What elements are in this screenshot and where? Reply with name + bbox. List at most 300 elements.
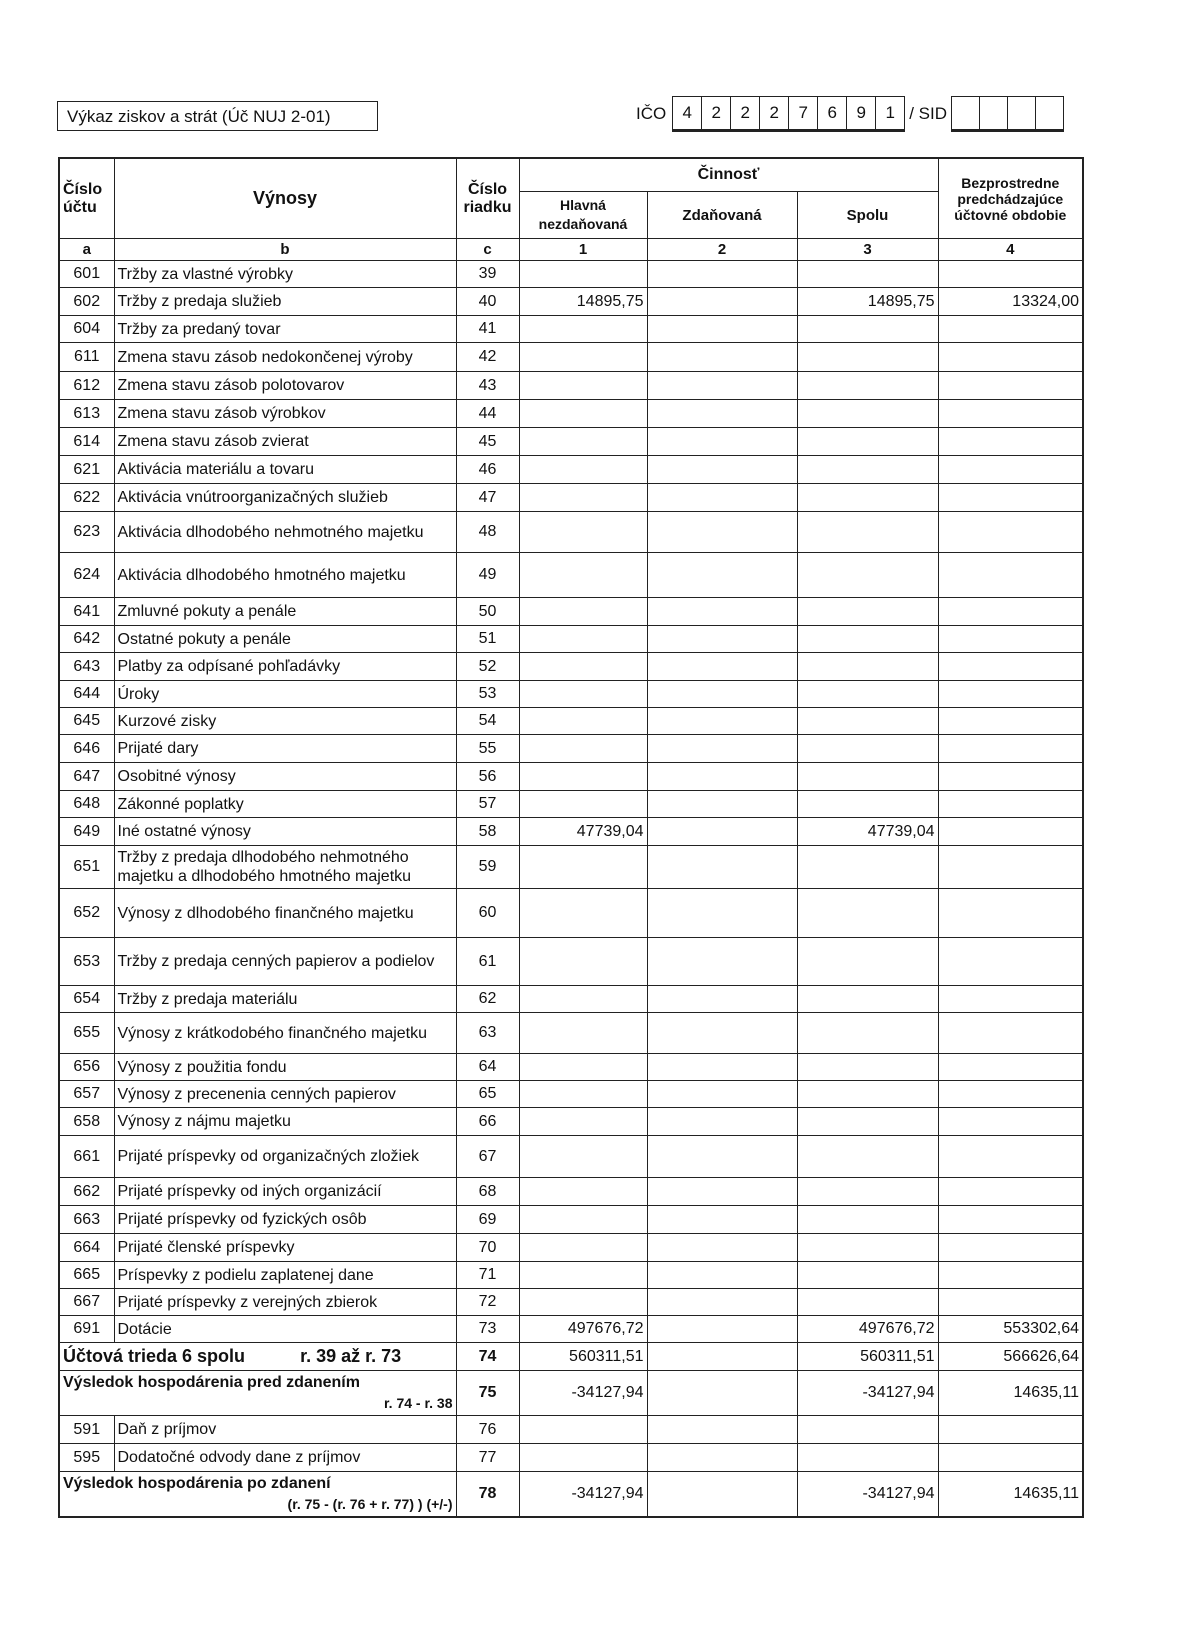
value-cell-v1 — [519, 428, 647, 456]
table-row — [59, 428, 1083, 456]
value-cell-v1: 560311,51 — [519, 1343, 647, 1371]
sid-digit-boxes — [951, 96, 1064, 132]
value-cell-v1 — [519, 1054, 647, 1081]
line-number: 45 — [456, 428, 519, 456]
item-name: Tržby z predaja dlhodobého nehmotného majetku a dlhodobého hmotného majetku — [114, 846, 456, 889]
value-cell-v2 — [647, 288, 797, 316]
value-cell-v1 — [519, 889, 647, 938]
item-name: Výnosy z krátkodobého finančného majetku — [114, 1013, 456, 1054]
value-cell-v2 — [647, 1289, 797, 1316]
item-name: Aktivácia materiálu a tovaru — [114, 456, 456, 484]
value-cell-v1 — [519, 1262, 647, 1289]
value-cell-v2 — [647, 512, 797, 553]
account-number: 611 — [59, 343, 114, 372]
header-taxed: Zdaňovaná — [647, 192, 797, 239]
value-cell-v1 — [519, 1136, 647, 1178]
value-cell-v3 — [797, 1444, 938, 1472]
value-cell-v3 — [797, 653, 938, 681]
account-number: 642 — [59, 626, 114, 653]
value-cell-v2 — [647, 428, 797, 456]
value-cell-v2 — [647, 598, 797, 626]
item-name: Prijaté príspevky od iných organizácií — [114, 1178, 456, 1206]
column-code: 4 — [938, 239, 1083, 261]
table-row — [59, 1234, 1083, 1262]
value-cell-v4 — [938, 1234, 1083, 1262]
line-number: 61 — [456, 938, 519, 986]
value-cell-v1: 497676,72 — [519, 1316, 647, 1343]
item-name: Osobitné výnosy — [114, 763, 456, 791]
value-cell-v4 — [938, 261, 1083, 288]
item-name: Iné ostatné výnosy — [114, 818, 456, 846]
value-cell-v4 — [938, 400, 1083, 428]
ico-digit: 4 — [673, 97, 702, 129]
table-row — [59, 1054, 1083, 1081]
item-name: Tržby z predaja materiálu — [114, 986, 456, 1013]
value-cell-v4 — [938, 1262, 1083, 1289]
account-number: 667 — [59, 1289, 114, 1316]
item-name: Ostatné pokuty a penále — [114, 626, 456, 653]
value-cell-v3: 14895,75 — [797, 288, 938, 316]
account-number: 656 — [59, 1054, 114, 1081]
account-number: 621 — [59, 456, 114, 484]
item-name: Zákonné poplatky — [114, 791, 456, 818]
value-cell-v2 — [647, 818, 797, 846]
value-cell-v4 — [938, 938, 1083, 986]
table-row — [59, 1262, 1083, 1289]
line-number: 42 — [456, 343, 519, 372]
ico-digit: 6 — [818, 97, 847, 129]
total-label-cell — [59, 1343, 456, 1371]
sid-digit-box[interactable] — [980, 97, 1008, 129]
value-cell-v4 — [938, 316, 1083, 343]
column-codes-row — [59, 239, 1083, 261]
line-number: 41 — [456, 316, 519, 343]
account-number: 613 — [59, 400, 114, 428]
total-row — [59, 1343, 1083, 1371]
result-before-tax-row — [59, 1371, 1083, 1416]
value-cell-v3 — [797, 986, 938, 1013]
line-number: 75 — [456, 1371, 519, 1416]
value-cell-v3: -34127,94 — [797, 1472, 938, 1517]
item-name: Prijaté príspevky od fyzických osôb — [114, 1206, 456, 1234]
account-number: 612 — [59, 372, 114, 400]
value-cell-v4 — [938, 1206, 1083, 1234]
account-number: 641 — [59, 598, 114, 626]
value-cell-v1 — [519, 653, 647, 681]
value-cell-v2 — [647, 1444, 797, 1472]
line-number: 55 — [456, 735, 519, 763]
table-row — [59, 512, 1083, 553]
total-range: r. 39 až r. 73 — [300, 1346, 402, 1366]
line-number: 77 — [456, 1444, 519, 1472]
account-number: 622 — [59, 484, 114, 512]
result-after-tax-row-formula: (r. 75 - (r. 76 + r. 77) ) (+/-) — [287, 1495, 453, 1512]
item-name: Tržby z predaja cenných papierov a podielov — [114, 938, 456, 986]
value-cell-v4 — [938, 1289, 1083, 1316]
value-cell-v2 — [647, 1416, 797, 1444]
value-cell-v3 — [797, 889, 938, 938]
value-cell-v4 — [938, 735, 1083, 763]
item-name: Platby za odpísané pohľadávky — [114, 653, 456, 681]
value-cell-v3 — [797, 626, 938, 653]
account-number: 602 — [59, 288, 114, 316]
value-cell-v4 — [938, 598, 1083, 626]
value-cell-v4 — [938, 626, 1083, 653]
value-cell-v1 — [519, 261, 647, 288]
value-cell-v1 — [519, 598, 647, 626]
account-number: 691 — [59, 1316, 114, 1343]
value-cell-v2 — [647, 1178, 797, 1206]
line-number: 66 — [456, 1108, 519, 1136]
value-cell-v4 — [938, 763, 1083, 791]
value-cell-v1 — [519, 735, 647, 763]
value-cell-v1 — [519, 1108, 647, 1136]
value-cell-v4: 14635,11 — [938, 1472, 1083, 1517]
value-cell-v3 — [797, 484, 938, 512]
line-number: 50 — [456, 598, 519, 626]
value-cell-v4 — [938, 681, 1083, 708]
header-main-untaxed: Hlavná nezdaňovaná — [519, 192, 647, 239]
table-row — [59, 763, 1083, 791]
value-cell-v1 — [519, 316, 647, 343]
value-cell-v3: 47739,04 — [797, 818, 938, 846]
item-name: Aktivácia dlhodobého nehmotného majetku — [114, 512, 456, 553]
result-before-tax-row-formula: r. 74 - r. 38 — [384, 1395, 453, 1411]
value-cell-v3 — [797, 763, 938, 791]
value-cell-v2 — [647, 1013, 797, 1054]
account-number: 591 — [59, 1416, 114, 1444]
value-cell-v3 — [797, 372, 938, 400]
value-cell-v2 — [647, 938, 797, 986]
table-row — [59, 1178, 1083, 1206]
table-row — [59, 1316, 1083, 1343]
value-cell-v3 — [797, 553, 938, 598]
item-name: Prijaté dary — [114, 735, 456, 763]
account-number: 657 — [59, 1081, 114, 1108]
line-number: 64 — [456, 1054, 519, 1081]
table-row — [59, 484, 1083, 512]
value-cell-v4 — [938, 1178, 1083, 1206]
item-name: Výnosy z precenenia cenných papierov — [114, 1081, 456, 1108]
value-cell-v1 — [519, 763, 647, 791]
sid-digit-box[interactable] — [952, 97, 980, 129]
account-number: 662 — [59, 1178, 114, 1206]
value-cell-v2 — [647, 372, 797, 400]
item-name: Výnosy z dlhodobého finančného majetku — [114, 889, 456, 938]
value-cell-v4: 553302,64 — [938, 1316, 1083, 1343]
column-code: c — [456, 239, 519, 261]
value-cell-v3 — [797, 681, 938, 708]
table-row — [59, 846, 1083, 889]
table-row — [59, 598, 1083, 626]
item-name: Zmena stavu zásob zvierat — [114, 428, 456, 456]
value-cell-v1 — [519, 626, 647, 653]
account-number: 664 — [59, 1234, 114, 1262]
item-name: Výnosy z nájmu majetku — [114, 1108, 456, 1136]
column-code: 2 — [647, 239, 797, 261]
value-cell-v3 — [797, 1178, 938, 1206]
value-cell-v4 — [938, 818, 1083, 846]
value-cell-v1: 47739,04 — [519, 818, 647, 846]
value-cell-v4 — [938, 1081, 1083, 1108]
value-cell-v4 — [938, 1108, 1083, 1136]
table-row — [59, 1289, 1083, 1316]
value-cell-v4 — [938, 372, 1083, 400]
value-cell-v2 — [647, 1371, 797, 1416]
value-cell-v1 — [519, 791, 647, 818]
line-number: 73 — [456, 1316, 519, 1343]
ico-digit: 2 — [702, 97, 731, 129]
account-number: 649 — [59, 818, 114, 846]
table-row — [59, 681, 1083, 708]
table-row — [59, 1108, 1083, 1136]
header-line-number: Číslo riadku — [456, 158, 519, 239]
value-cell-v3 — [797, 1108, 938, 1136]
value-cell-v2 — [647, 1316, 797, 1343]
value-cell-v4 — [938, 428, 1083, 456]
table-row — [59, 372, 1083, 400]
account-number: 647 — [59, 763, 114, 791]
account-number: 663 — [59, 1206, 114, 1234]
value-cell-v3: 497676,72 — [797, 1316, 938, 1343]
table-row — [59, 626, 1083, 653]
value-cell-v2 — [647, 986, 797, 1013]
account-number: 654 — [59, 986, 114, 1013]
value-cell-v3 — [797, 1136, 938, 1178]
table-row — [59, 1206, 1083, 1234]
account-number: 623 — [59, 512, 114, 553]
account-number: 652 — [59, 889, 114, 938]
line-number: 46 — [456, 456, 519, 484]
table-row — [59, 818, 1083, 846]
ico-digit: 7 — [789, 97, 818, 129]
table-row — [59, 456, 1083, 484]
income-statement-table — [58, 157, 1084, 1518]
result-before-tax-row-label-cell — [59, 1371, 456, 1416]
value-cell-v3 — [797, 400, 938, 428]
value-cell-v4 — [938, 889, 1083, 938]
table-row — [59, 288, 1083, 316]
line-number: 49 — [456, 553, 519, 598]
value-cell-v3 — [797, 428, 938, 456]
value-cell-v1 — [519, 681, 647, 708]
item-name: Daň z príjmov — [114, 1416, 456, 1444]
account-number: 655 — [59, 1013, 114, 1054]
line-number: 40 — [456, 288, 519, 316]
account-number: 648 — [59, 791, 114, 818]
value-cell-v1 — [519, 512, 647, 553]
value-cell-v1 — [519, 938, 647, 986]
line-number: 48 — [456, 512, 519, 553]
table-row — [59, 553, 1083, 598]
value-cell-v1 — [519, 1289, 647, 1316]
line-number: 67 — [456, 1136, 519, 1178]
line-number: 63 — [456, 1013, 519, 1054]
ico-digit: 1 — [885, 103, 895, 122]
line-number: 69 — [456, 1206, 519, 1234]
table-row — [59, 1136, 1083, 1178]
line-number: 72 — [456, 1289, 519, 1316]
value-cell-v2 — [647, 846, 797, 889]
value-cell-v2 — [647, 681, 797, 708]
value-cell-v4 — [938, 1054, 1083, 1081]
line-number: 56 — [456, 763, 519, 791]
column-code: 3 — [797, 239, 938, 261]
value-cell-v1: 14895,75 — [519, 288, 647, 316]
account-number: 665 — [59, 1262, 114, 1289]
line-number: 57 — [456, 791, 519, 818]
value-cell-v2 — [647, 1081, 797, 1108]
table-row — [59, 343, 1083, 372]
value-cell-v4 — [938, 1416, 1083, 1444]
line-number: 71 — [456, 1262, 519, 1289]
value-cell-v2 — [647, 626, 797, 653]
table-row — [59, 735, 1083, 763]
header-account-number: Číslo účtu — [59, 158, 114, 239]
result-after-tax-row — [59, 1472, 1083, 1517]
line-number: 53 — [456, 681, 519, 708]
value-cell-v3: 560311,51 — [797, 1343, 938, 1371]
value-cell-v3 — [797, 316, 938, 343]
table-row — [59, 938, 1083, 986]
value-cell-v2 — [647, 763, 797, 791]
line-number: 43 — [456, 372, 519, 400]
value-cell-v4 — [938, 986, 1083, 1013]
value-cell-v4 — [938, 512, 1083, 553]
sid-label: / SID — [909, 104, 948, 123]
ico-digit: 2 — [760, 97, 789, 129]
value-cell-v1 — [519, 456, 647, 484]
value-cell-v3 — [797, 1081, 938, 1108]
table-row — [59, 316, 1083, 343]
value-cell-v3 — [797, 1206, 938, 1234]
value-cell-v3 — [797, 456, 938, 484]
item-name: Prijaté členské príspevky — [114, 1234, 456, 1262]
value-cell-v3 — [797, 598, 938, 626]
value-cell-v1 — [519, 484, 647, 512]
value-cell-v1 — [519, 1416, 647, 1444]
value-cell-v2 — [647, 343, 797, 372]
value-cell-v2 — [647, 400, 797, 428]
column-code: a — [59, 239, 114, 261]
header-revenues: Výnosy — [114, 158, 456, 239]
value-cell-v4 — [938, 791, 1083, 818]
value-cell-v1 — [519, 846, 647, 889]
account-number: 653 — [59, 938, 114, 986]
value-cell-v1 — [519, 1081, 647, 1108]
value-cell-v3 — [797, 708, 938, 735]
value-cell-v1 — [519, 1178, 647, 1206]
sid-digit-box[interactable] — [1008, 97, 1036, 129]
value-cell-v3 — [797, 846, 938, 889]
value-cell-v2 — [647, 1108, 797, 1136]
sid-digit-box[interactable] — [1036, 97, 1063, 129]
ico-digit: 2 — [731, 97, 760, 129]
item-name: Zmena stavu zásob polotovarov — [114, 372, 456, 400]
item-name: Príspevky z podielu zaplatenej dane — [114, 1262, 456, 1289]
value-cell-v2 — [647, 735, 797, 763]
account-number: 645 — [59, 708, 114, 735]
table-row — [59, 261, 1083, 288]
account-number: 614 — [59, 428, 114, 456]
account-number: 651 — [59, 846, 114, 889]
account-number: 658 — [59, 1108, 114, 1136]
value-cell-v3 — [797, 791, 938, 818]
value-cell-v1: -34127,94 — [519, 1371, 647, 1416]
column-code: b — [114, 239, 456, 261]
result-after-tax-row-label: Výsledok hospodárenia po zdanení — [63, 1474, 331, 1492]
value-cell-v1 — [519, 1013, 647, 1054]
value-cell-v1 — [519, 400, 647, 428]
value-cell-v2 — [647, 1136, 797, 1178]
value-cell-v3 — [797, 261, 938, 288]
line-number: 78 — [456, 1472, 519, 1517]
value-cell-v2 — [647, 1262, 797, 1289]
value-cell-v4 — [938, 846, 1083, 889]
value-cell-v3 — [797, 1013, 938, 1054]
value-cell-v1 — [519, 343, 647, 372]
line-number: 54 — [456, 708, 519, 735]
value-cell-v2 — [647, 316, 797, 343]
item-name: Dodatočné odvody dane z príjmov — [114, 1444, 456, 1472]
line-number: 51 — [456, 626, 519, 653]
table-row — [59, 986, 1083, 1013]
value-cell-v2 — [647, 1206, 797, 1234]
item-name: Tržby za predaný tovar — [114, 316, 456, 343]
value-cell-v4: 566626,64 — [938, 1343, 1083, 1371]
item-name: Aktivácia vnútroorganizačných služieb — [114, 484, 456, 512]
value-cell-v2 — [647, 889, 797, 938]
value-cell-v1 — [519, 1444, 647, 1472]
value-cell-v2 — [647, 653, 797, 681]
value-cell-v4 — [938, 484, 1083, 512]
value-cell-v3 — [797, 1416, 938, 1444]
value-cell-v1 — [519, 708, 647, 735]
table-row — [59, 1444, 1083, 1472]
account-number: 646 — [59, 735, 114, 763]
value-cell-v1: -34127,94 — [519, 1472, 647, 1517]
account-number: 601 — [59, 261, 114, 288]
value-cell-v4 — [938, 456, 1083, 484]
value-cell-v4 — [938, 343, 1083, 372]
item-name: Zmena stavu zásob nedokončenej výroby — [114, 343, 456, 372]
value-cell-v3 — [797, 735, 938, 763]
table-row — [59, 889, 1083, 938]
value-cell-v3 — [797, 1054, 938, 1081]
account-number: 604 — [59, 316, 114, 343]
value-cell-v2 — [647, 261, 797, 288]
value-cell-v4: 13324,00 — [938, 288, 1083, 316]
value-cell-v3: -34127,94 — [797, 1371, 938, 1416]
ico-digit: 9 — [847, 97, 876, 129]
value-cell-v1 — [519, 1206, 647, 1234]
value-cell-v4 — [938, 708, 1083, 735]
table-row — [59, 653, 1083, 681]
table-row — [59, 1416, 1083, 1444]
value-cell-v1 — [519, 372, 647, 400]
item-name: Tržby za vlastné výrobky — [114, 261, 456, 288]
ico-field — [636, 96, 1064, 132]
table-row — [59, 1081, 1083, 1108]
line-number: 58 — [456, 818, 519, 846]
header-activity: Činnosť — [519, 158, 938, 192]
account-number: 595 — [59, 1444, 114, 1472]
result-before-tax-row-label: Výsledok hospodárenia pred zdanením — [63, 1374, 360, 1391]
value-cell-v2 — [647, 708, 797, 735]
line-number: 60 — [456, 889, 519, 938]
header-total: Spolu — [797, 192, 938, 239]
item-name: Aktivácia dlhodobého hmotného majetku — [114, 553, 456, 598]
